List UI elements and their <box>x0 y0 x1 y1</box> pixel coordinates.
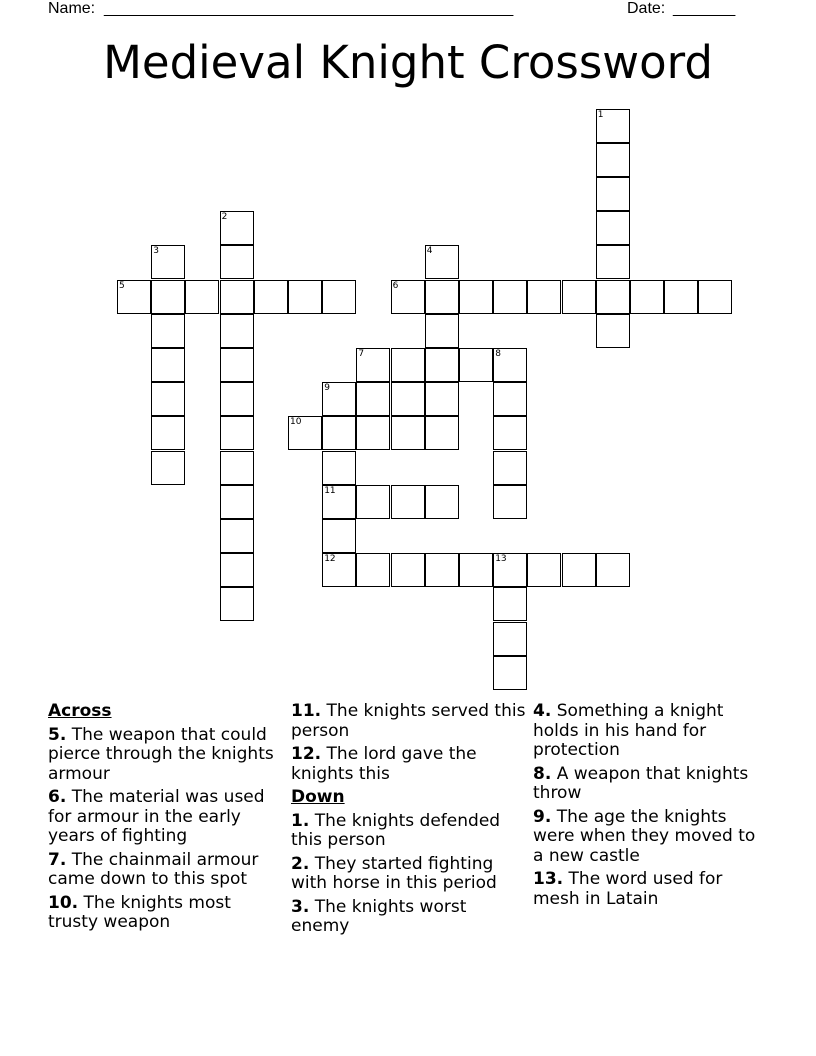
clue-item-text: Something a knight holds in his hand for protection <box>533 701 724 760</box>
clue-item-text: The material was used for armour in the early years of fighting <box>48 787 265 846</box>
grid-cell[interactable] <box>220 451 254 485</box>
clue-item <box>291 855 527 894</box>
name-field[interactable]: ______________________________________________ <box>104 0 514 17</box>
clue-item-number: 5. <box>48 724 67 745</box>
grid-cell[interactable] <box>220 245 254 279</box>
clue-item <box>533 702 769 761</box>
grid-cell[interactable] <box>493 656 527 690</box>
grid-cell[interactable] <box>596 553 630 587</box>
grid-cell[interactable] <box>151 382 185 416</box>
grid-cell[interactable] <box>596 109 630 143</box>
grid-cell[interactable] <box>562 280 596 314</box>
clue-item <box>48 851 284 890</box>
grid-cell[interactable] <box>391 553 425 587</box>
grid-cell[interactable] <box>322 416 356 450</box>
clue-item <box>291 745 527 784</box>
clue-item-number: 9. <box>533 806 552 827</box>
grid-cell[interactable] <box>596 177 630 211</box>
clue-number: 2 <box>221 212 228 223</box>
down-clue-list <box>291 812 527 937</box>
clue-item <box>291 898 527 937</box>
grid-cell[interactable] <box>322 451 356 485</box>
clue-item-text: The weapon that could pierce through the knights armour <box>48 724 274 784</box>
clue-item <box>48 726 284 785</box>
across-heading: Across <box>48 701 112 721</box>
grid-cell[interactable] <box>596 143 630 177</box>
clue-item-number: 1. <box>291 810 310 831</box>
date-field[interactable]: _______ <box>673 0 736 17</box>
grid-cell[interactable] <box>322 382 356 416</box>
clue-number: 13 <box>495 554 507 565</box>
grid-cell[interactable] <box>493 553 527 587</box>
grid-cell[interactable] <box>220 416 254 450</box>
clue-number: 4 <box>426 246 433 257</box>
grid-cell[interactable] <box>288 280 322 314</box>
grid-cell[interactable] <box>220 382 254 416</box>
clue-number: 12 <box>324 554 336 565</box>
clue-item-text: A weapon that knights throw <box>533 763 749 803</box>
grid-cell[interactable] <box>630 280 664 314</box>
grid-cell[interactable] <box>425 382 459 416</box>
clue-item-number: 3. <box>291 896 310 917</box>
grid-cell[interactable] <box>220 280 254 314</box>
grid-cell[interactable] <box>493 382 527 416</box>
grid-cell[interactable] <box>220 519 254 553</box>
clue-item <box>291 702 527 741</box>
clue-item <box>291 812 527 851</box>
grid-cell[interactable] <box>356 416 390 450</box>
clue-item <box>533 765 769 804</box>
grid-cell[interactable] <box>527 280 561 314</box>
clue-item-number: 2. <box>291 853 310 874</box>
date-label: Date: <box>627 0 666 17</box>
grid-cell[interactable] <box>391 382 425 416</box>
grid-cell[interactable] <box>596 211 630 245</box>
grid-cell[interactable] <box>527 553 561 587</box>
grid-cell[interactable] <box>493 280 527 314</box>
name-label: Name: <box>48 0 96 17</box>
clue-item <box>533 808 769 867</box>
grid-cell[interactable] <box>117 280 151 314</box>
grid-cell[interactable] <box>391 416 425 450</box>
clue-item-text: The age the knights were when they moved to a new castle <box>533 806 756 866</box>
grid-cell[interactable] <box>220 211 254 245</box>
grid-cell[interactable] <box>493 348 527 382</box>
grid-cell[interactable] <box>425 485 459 519</box>
clue-number: 10 <box>290 417 302 428</box>
clue-number: 6 <box>392 280 399 291</box>
grid-cell[interactable] <box>151 245 185 279</box>
grid-cell[interactable] <box>493 587 527 621</box>
grid-cell[interactable] <box>220 587 254 621</box>
grid-cell[interactable] <box>185 280 219 314</box>
clue-number: 3 <box>153 246 159 257</box>
clues-column-2 <box>291 702 527 941</box>
clue-item-text: The knights worst enemy <box>291 896 467 936</box>
grid-cell[interactable] <box>220 348 254 382</box>
grid-cell[interactable] <box>288 416 322 450</box>
page-title: Medieval Knight Crossword <box>103 36 713 89</box>
grid-cell[interactable] <box>391 348 425 382</box>
grid-cell[interactable] <box>425 416 459 450</box>
clue-item <box>48 788 284 847</box>
grid-cell[interactable] <box>356 382 390 416</box>
clue-item-number: 4. <box>533 701 552 721</box>
grid-cell[interactable] <box>698 280 732 314</box>
across-clue-list <box>48 726 284 933</box>
grid-cell[interactable] <box>254 280 288 314</box>
clue-item-text: The lord gave the knights this <box>291 744 477 784</box>
clue-number: 5 <box>119 280 125 291</box>
grid-cell[interactable] <box>493 485 527 519</box>
grid-cell[interactable] <box>220 553 254 587</box>
clue-item <box>533 870 769 909</box>
grid-cell[interactable] <box>425 314 459 348</box>
grid-cell[interactable] <box>459 348 493 382</box>
grid-cell[interactable] <box>151 280 185 314</box>
clue-item-text: The knights served this person <box>291 701 526 741</box>
clue-item-number: 13. <box>533 869 564 889</box>
clue-number: 7 <box>358 348 365 359</box>
grid-cell[interactable] <box>151 416 185 450</box>
grid-cell[interactable] <box>425 348 459 382</box>
grid-cell[interactable] <box>493 416 527 450</box>
grid-cell[interactable] <box>356 553 390 587</box>
clue-item-text: They started fighting with horse in this period <box>291 853 497 893</box>
clue-item-number: 12. <box>291 744 322 764</box>
clue-item <box>48 894 284 933</box>
across-clue-list-continued <box>291 702 527 784</box>
clue-item-text: The knights most trusty weapon <box>48 892 231 932</box>
grid-cell[interactable] <box>322 519 356 553</box>
clue-number: 9 <box>324 383 330 394</box>
grid-cell[interactable] <box>151 348 185 382</box>
grid-cell[interactable] <box>322 485 356 519</box>
grid-cell[interactable] <box>391 485 425 519</box>
grid-cell[interactable] <box>356 348 390 382</box>
grid-cell[interactable] <box>151 314 185 348</box>
grid-cell[interactable] <box>356 485 390 519</box>
clue-item-text: The word used for mesh in Latain <box>533 869 723 909</box>
grid-cell[interactable] <box>425 280 459 314</box>
grid-cell[interactable] <box>322 280 356 314</box>
clue-item-number: 10. <box>48 892 79 913</box>
grid-cell[interactable] <box>151 451 185 485</box>
clue-item-number: 11. <box>291 701 322 721</box>
grid-cell[interactable] <box>322 553 356 587</box>
clues-column-1 <box>48 702 284 937</box>
clue-item-text: The knights defended this person <box>291 810 501 850</box>
grid-cell[interactable] <box>493 451 527 485</box>
grid-cell[interactable] <box>220 485 254 519</box>
grid-cell[interactable] <box>391 280 425 314</box>
grid-cell[interactable] <box>596 280 630 314</box>
grid-cell[interactable] <box>220 314 254 348</box>
grid-cell[interactable] <box>596 314 630 348</box>
grid-cell[interactable] <box>425 245 459 279</box>
clue-number: 8 <box>495 348 501 359</box>
clue-item-number: 8. <box>533 763 552 784</box>
clues-column-3 <box>533 702 769 913</box>
grid-cell[interactable] <box>425 553 459 587</box>
grid-cell[interactable] <box>596 245 630 279</box>
clue-item-number: 6. <box>48 787 67 807</box>
grid-cell[interactable] <box>562 553 596 587</box>
down-heading: Down <box>291 787 345 807</box>
grid-cell[interactable] <box>459 553 493 587</box>
grid-cell[interactable] <box>664 280 698 314</box>
clue-item-text: The chainmail armour came down to this spot <box>48 849 259 889</box>
clue-number: 1 <box>597 109 604 120</box>
down-clue-list-continued <box>533 702 769 909</box>
grid-cell[interactable] <box>459 280 493 314</box>
clue-item-number: 7. <box>48 849 67 870</box>
grid-cell[interactable] <box>493 622 527 656</box>
clue-number: 11 <box>324 485 336 496</box>
